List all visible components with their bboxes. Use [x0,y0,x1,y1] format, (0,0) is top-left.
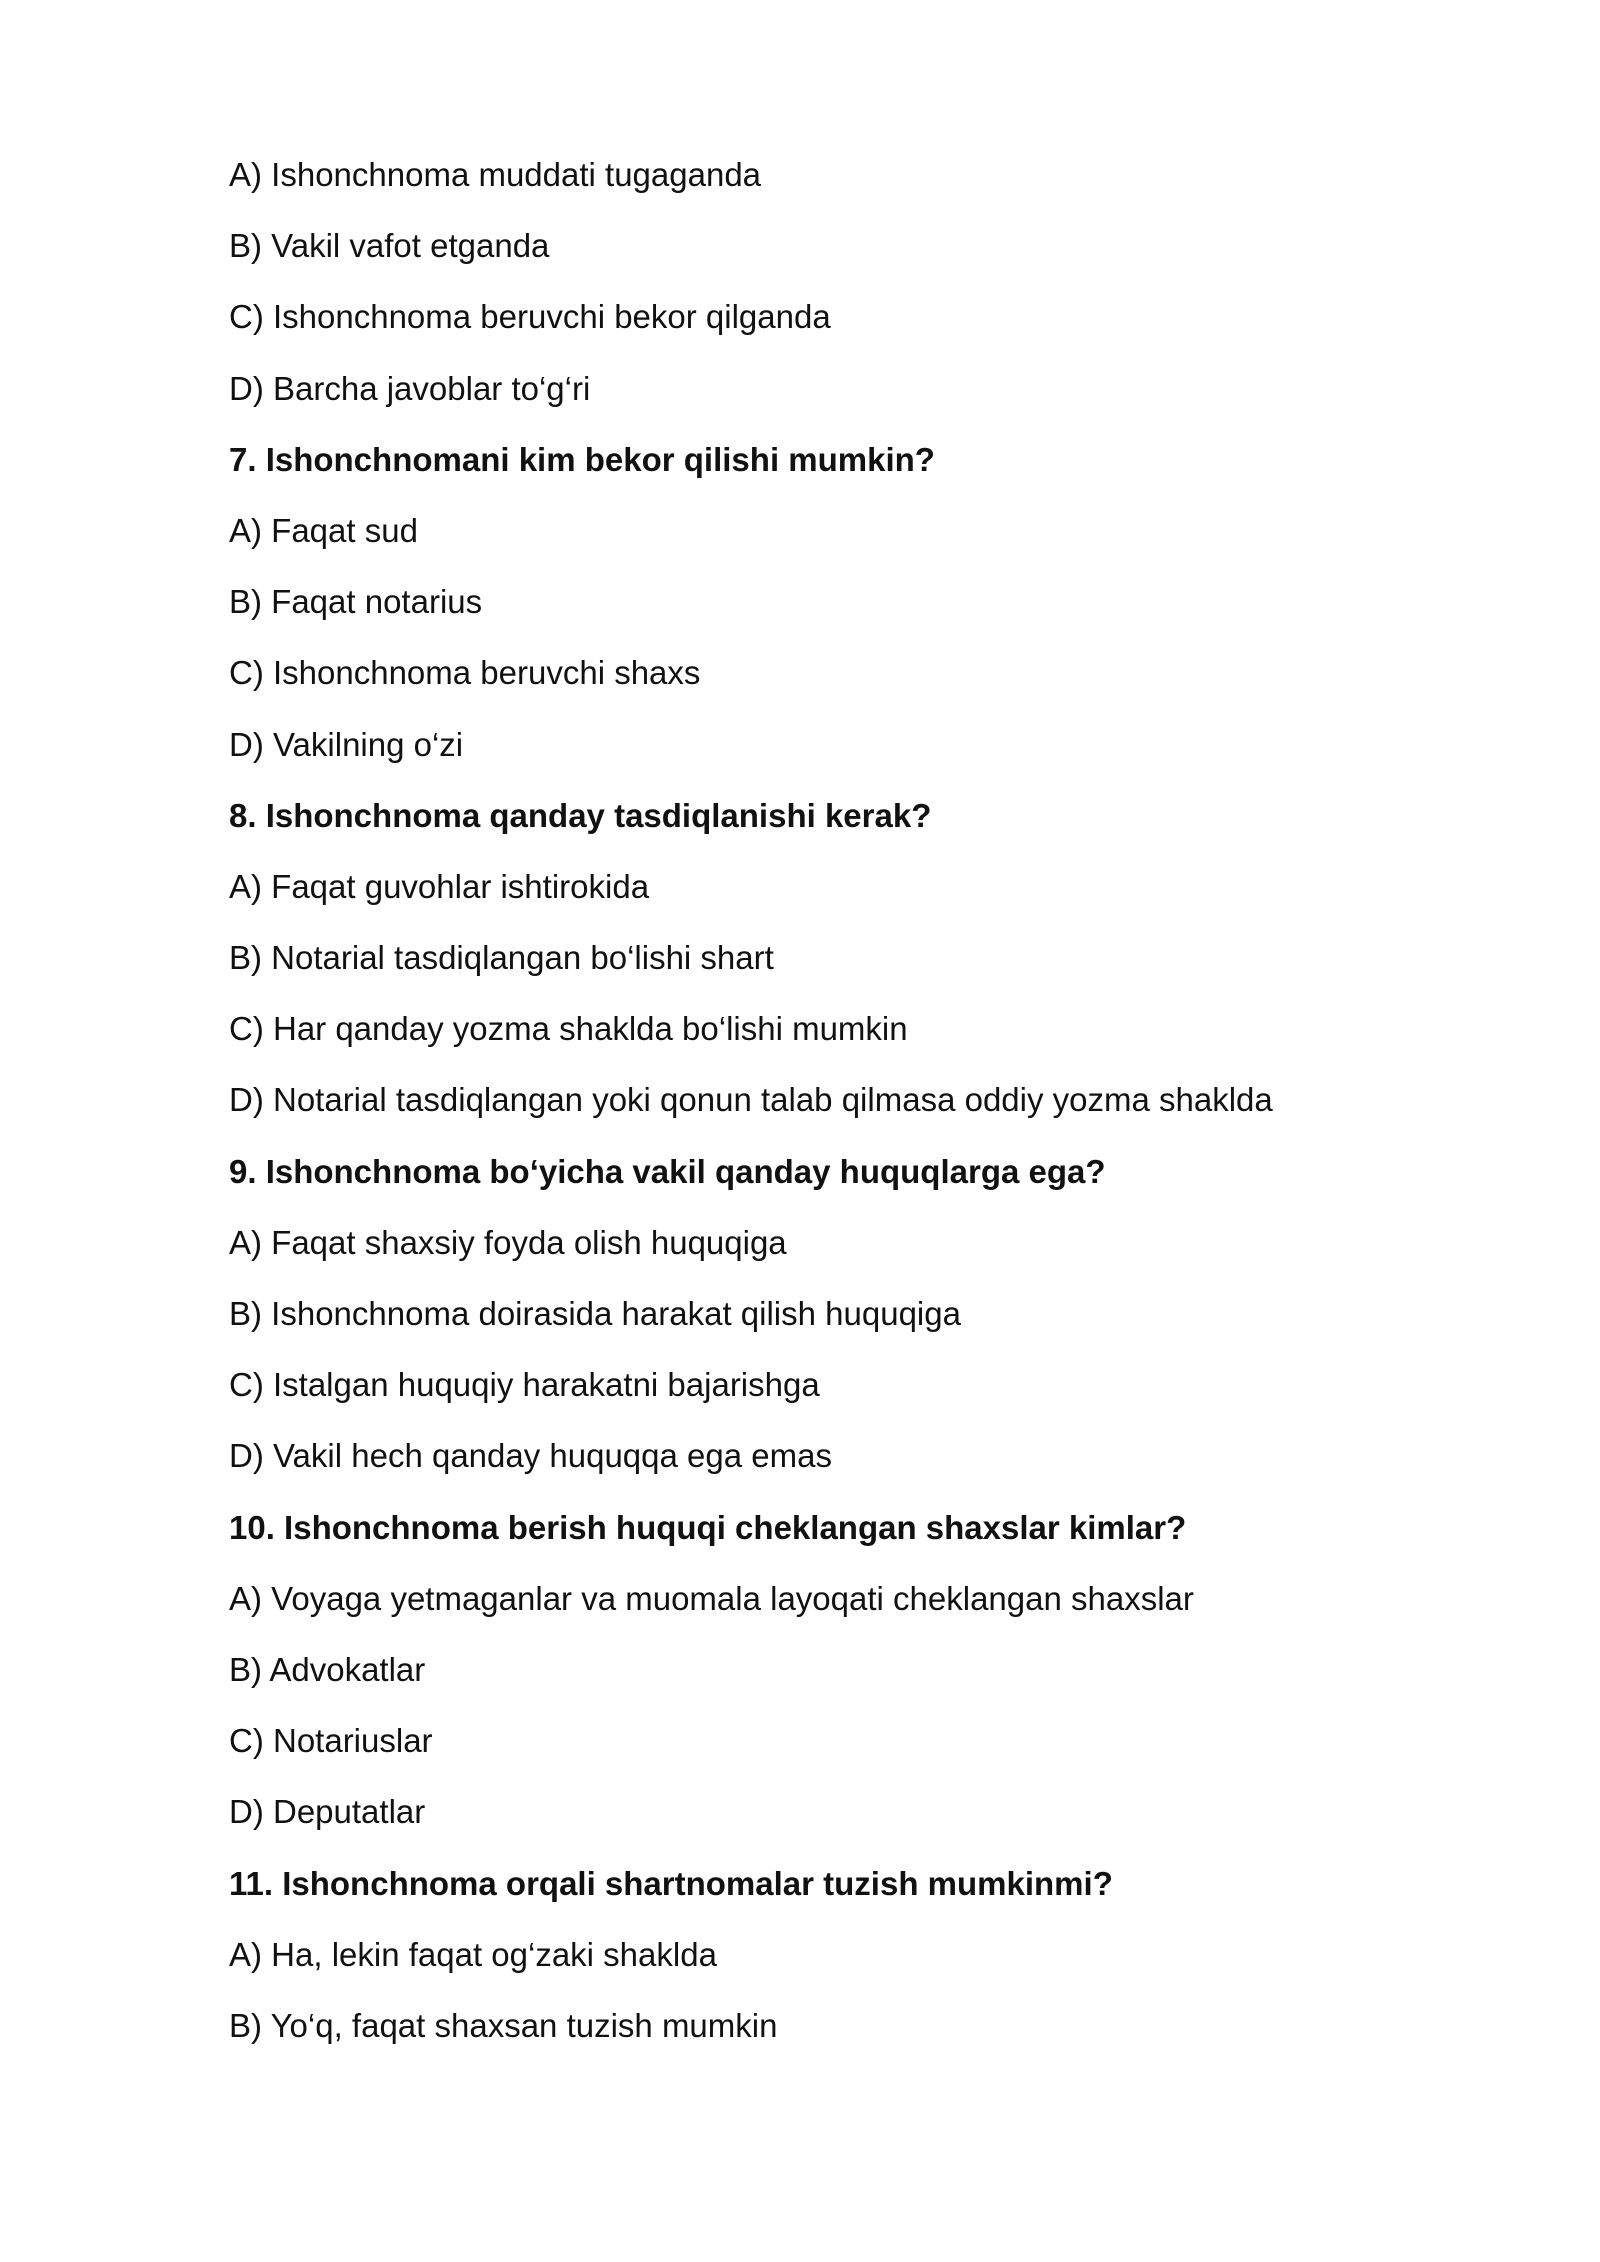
question-heading: 7. Ishonchnomani kim bekor qilishi mumkin? [229,440,935,478]
answer-option: B) Vakil vafot etganda [229,227,550,265]
answer-option: B) Notarial tasdiqlangan bo‘lishi shart [229,939,774,977]
answer-option: C) Har qanday yozma shaklda bo‘lishi mumkin [229,1010,908,1048]
question-heading: 10. Ishonchnoma berish huquqi cheklangan shaxslar kimlar? [229,1508,1187,1546]
answer-option: B) Yo‘q, faqat shaxsan tuzish mumkin [229,2006,778,2044]
answer-option: C) Ishonchnoma beruvchi shaxs [229,654,701,692]
answer-option: C) Ishonchnoma beruvchi bekor qilganda [229,298,831,336]
quiz-content [229,148,1449,2070]
answer-option: B) Faqat notarius [229,583,483,621]
answer-option: A) Faqat sud [229,511,418,549]
answer-option: A) Faqat guvohlar ishtirokida [229,867,650,905]
answer-option: A) Ishonchnoma muddati tugaganda [229,156,762,193]
answer-option: D) Vakilning o‘zi [229,725,464,763]
answer-option: D) Barcha javoblar to‘g‘ri [229,369,591,407]
answer-option: D) Vakil hech qanday huquqqa ega emas [229,1437,832,1475]
question-heading: 11. Ishonchnoma orqali shartnomalar tuzish mumkinmi? [229,1864,1113,1902]
answer-option: D) Deputatlar [229,1793,426,1831]
answer-option: D) Notarial tasdiqlangan yoki qonun talab qilmasa oddiy yozma shaklda [229,1081,1273,1119]
answer-option: B) Ishonchnoma doirasida harakat qilish huquqiga [229,1295,961,1332]
answer-option: C) Notariuslar [229,1722,433,1760]
answer-option: A) Faqat shaxsiy foyda olish huquqiga [229,1223,787,1261]
answer-option: B) Advokatlar [229,1650,426,1688]
answer-option: A) Ha, lekin faqat og‘zaki shaklda [229,1935,717,1973]
question-heading: 9. Ishonchnoma bo‘yicha vakil qanday huquqlarga ega? [229,1152,1106,1190]
answer-option: C) Istalgan huquqiy harakatni bajarishga [229,1366,820,1404]
question-heading: 8. Ishonchnoma qanday tasdiqlanishi kerak? [229,796,932,834]
answer-option: A) Voyaga yetmaganlar va muomala layoqati cheklangan shaxslar [229,1579,1194,1617]
